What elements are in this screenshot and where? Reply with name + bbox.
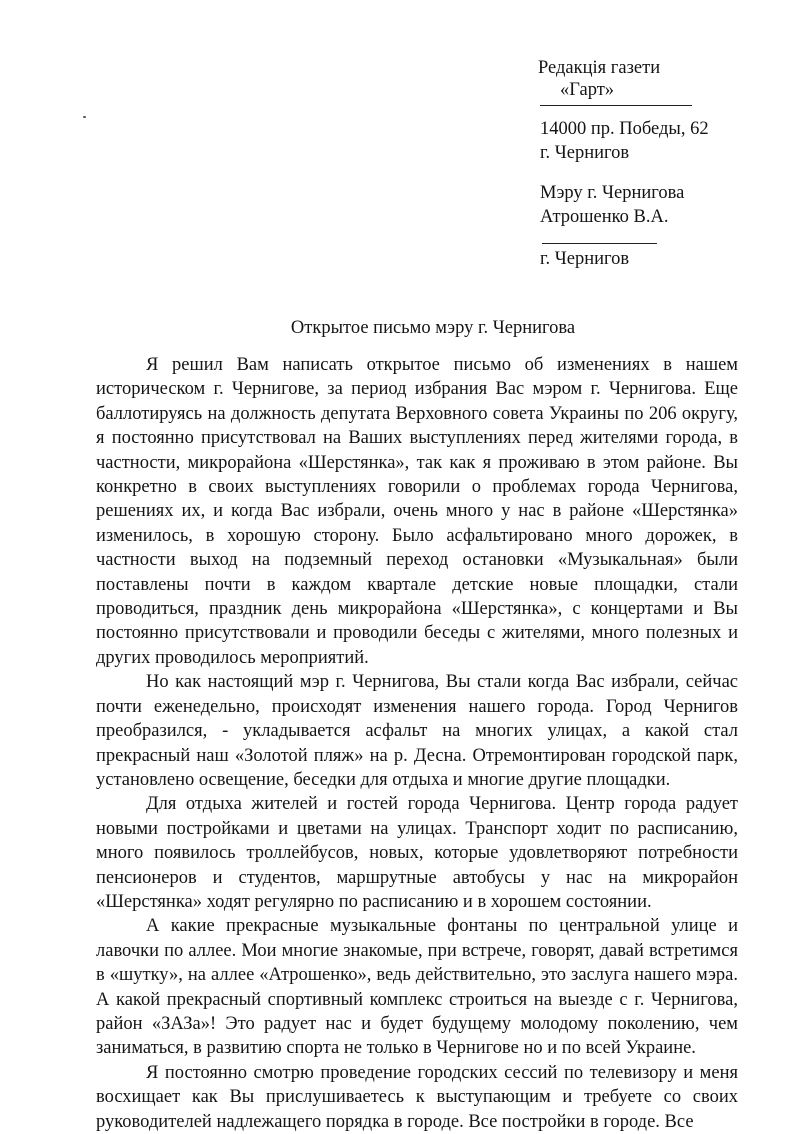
letter-title: Открытое письмо мэру г. Чернигова (290, 318, 576, 338)
editorial-city: г. Чернигов (540, 143, 630, 163)
recipient-title: Мэру г. Чернигова (540, 183, 685, 203)
paragraph-2: Но как настоящий мэр г. Чернигова, Вы стали когда Вас избрали, сейчас почти еженедельно, происходят изменения нашего города. Город Чернигов преобразился, - укладывается асфальт на многих улицах, а какой стал прекрасный наш «Золотой пляж» на р. Десна. Отремонтирован городской парк, установлено освещение, беседки для отдыха и многие другие площадки. (96, 672, 738, 790)
recipient-name: Атрошенко В.А. (540, 207, 669, 227)
scan-speck (83, 116, 86, 118)
paragraph-1: Я решил Вам написать открытое письмо об изменениях в нашем историческом г. Чернигове, за период избрания Вас мэром г. Чернигова. Еще баллотируясь на должность депутата Верховного совета Украины по 206 округу, я постоянно присутствовал на Ваших выступлениях перед жителями города, в частности, микрорайона «Шерстянка», так как я проживаю в этом районе. Вы конкретно в своих выступлениях говорили о проблемах города Чернигова, решениях их, и когда Вас избрали, очень много у нас в районе «Шерстянка» изменилось, в хорошую сторону. Было асфальтировано много дорожек, в частности выход на подземный переход остановки «Музыкальная» были поставлены почти в каждом квартале детские новые площадки, стали проводиться, праздник день микрорайона «Шерстянка», с концертами и Вы постоянно присутствовали и проводили беседы с жителями, много полезных и других проводилось мероприятий. (96, 355, 738, 668)
newspaper-name: «Гарт» (560, 80, 615, 100)
editorial-name: Редакція газети (538, 58, 661, 78)
letter-body (96, 353, 738, 1134)
paragraph-4: А какие прекрасные музыкальные фонтаны по центральной улице и лавочки по аллее. Мои многие знакомые, при встрече, говорят, давай встретимся в «шутку», на аллее «Атрошенко», ведь действительно, это заслуга нашего мэра. А какой прекрасный спортивный комплекс строиться на выезде с г. Чернигова, район «ЗАЗа»! Это радует нас и будет будущему молодому поколению, чем заниматься, в развитию спорта не только в Чернигове но и по всей Украине. (96, 916, 738, 1059)
paragraph-5: Я постоянно смотрю проведение городских сессий по телевизору и меня восхищает как Вы прислушиваетесь к выступающим и требуете со своих руководителей надлежащего порядка в городе. Все постройки в городе. Все (96, 1062, 738, 1132)
editorial-address: 14000 пр. Победы, 62 (540, 119, 709, 139)
recipient-city: г. Чернигов (540, 249, 630, 269)
paragraph-3: Для отдыха жителей и гостей города Чернигова. Центр города радует новыми постройками и цветами на улицах. Транспорт ходит по расписанию, много появилось троллейбусов, новых, которые удовлетворяют потребности пенсионеров и студентов, маршрутные автобусы у нас на микрорайон «Шерстянка» ходят регулярно по расписанию и в хорошем состоянии. (96, 794, 738, 912)
editorial-signature-rule (540, 105, 692, 106)
recipient-signature-rule (542, 243, 657, 244)
